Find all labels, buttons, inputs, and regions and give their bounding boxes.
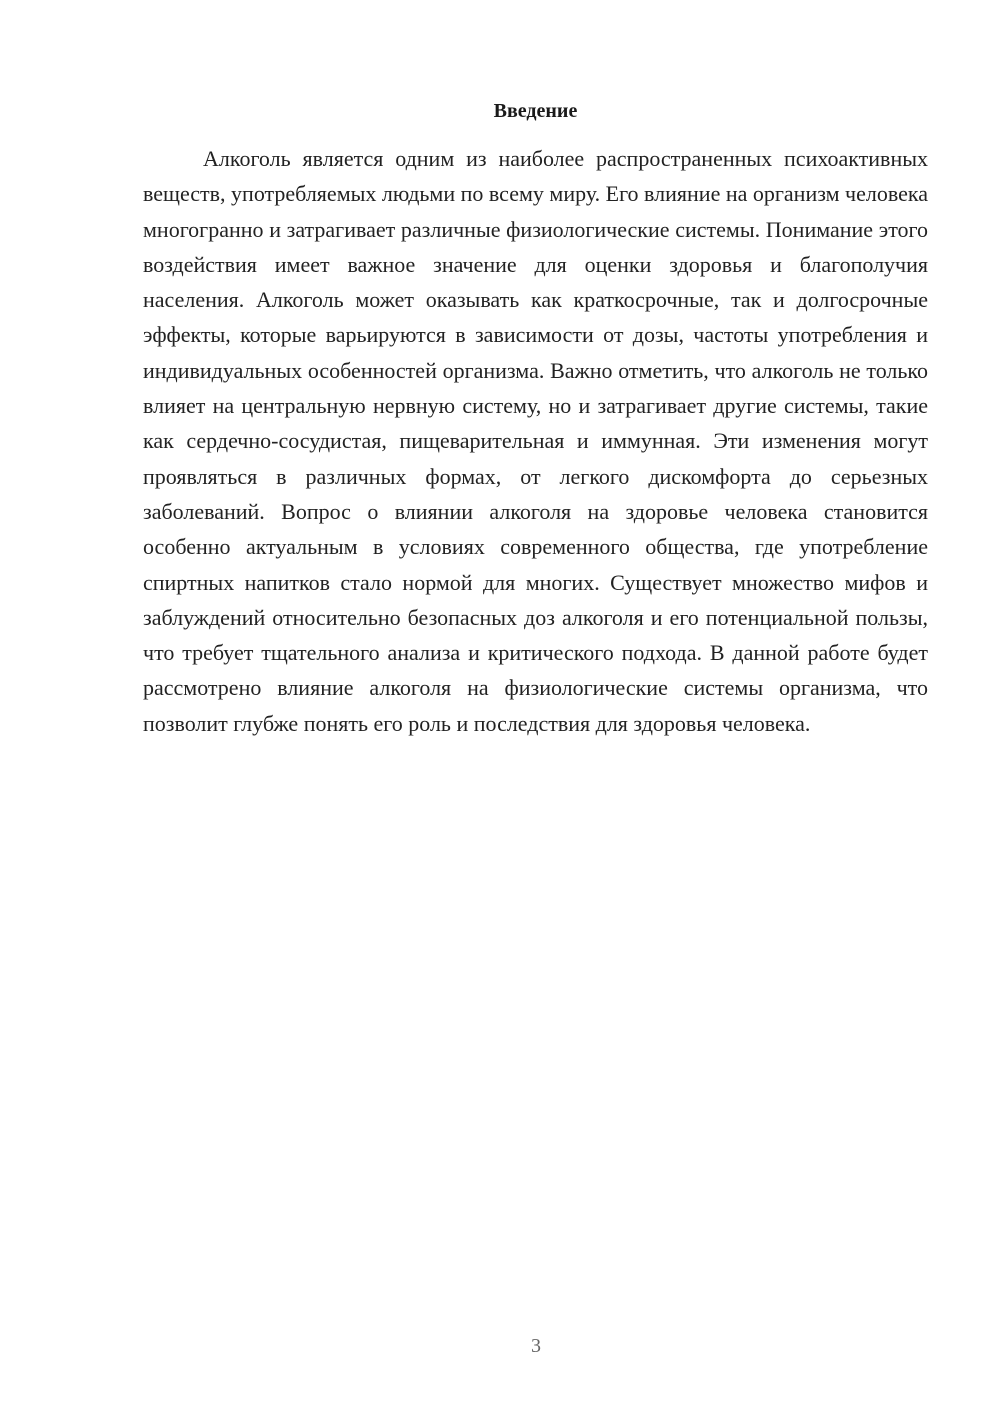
intro-paragraph: Алкоголь является одним из наиболее распространенных психоактивных веществ, употребляемых людьми по всему миру. Его влияние на организм человека многогранно и затрагивает различные физиологические системы. Понимание этого воздействия имеет важное значение для оценки здоровья и благополучия населения. Алкоголь может оказывать как краткосрочные, так и долгосрочные эффекты, которые варьируются в зависимости от дозы, частоты употребления и индивидуальных особенностей организма. Важно отметить, что алкоголь не только влияет на центральную нервную систему, но и затрагивает другие системы, такие как сердечно-сосудистая, пищеварительная и иммунная. Эти изменения могут проявляться в различных формах, от легкого дискомфорта до серьезных заболеваний. Вопрос о влиянии алкоголя на здоровье человека становится особенно актуальным в условиях современного общества, где употребление спиртных напитков стало нормой для многих. Существует множество мифов и заблуждений относительно безопасных доз алкоголя и его потенциальной пользы, что требует тщательного анализа и критического подхода. В данной работе будет рассмотрено влияние алкоголя на физиологические системы организма, что позволит глубже понять его роль и последствия для здоровья человека. (143, 146, 928, 736)
section-heading: Введение (493, 100, 578, 122)
page-number: 3 (531, 1335, 541, 1357)
